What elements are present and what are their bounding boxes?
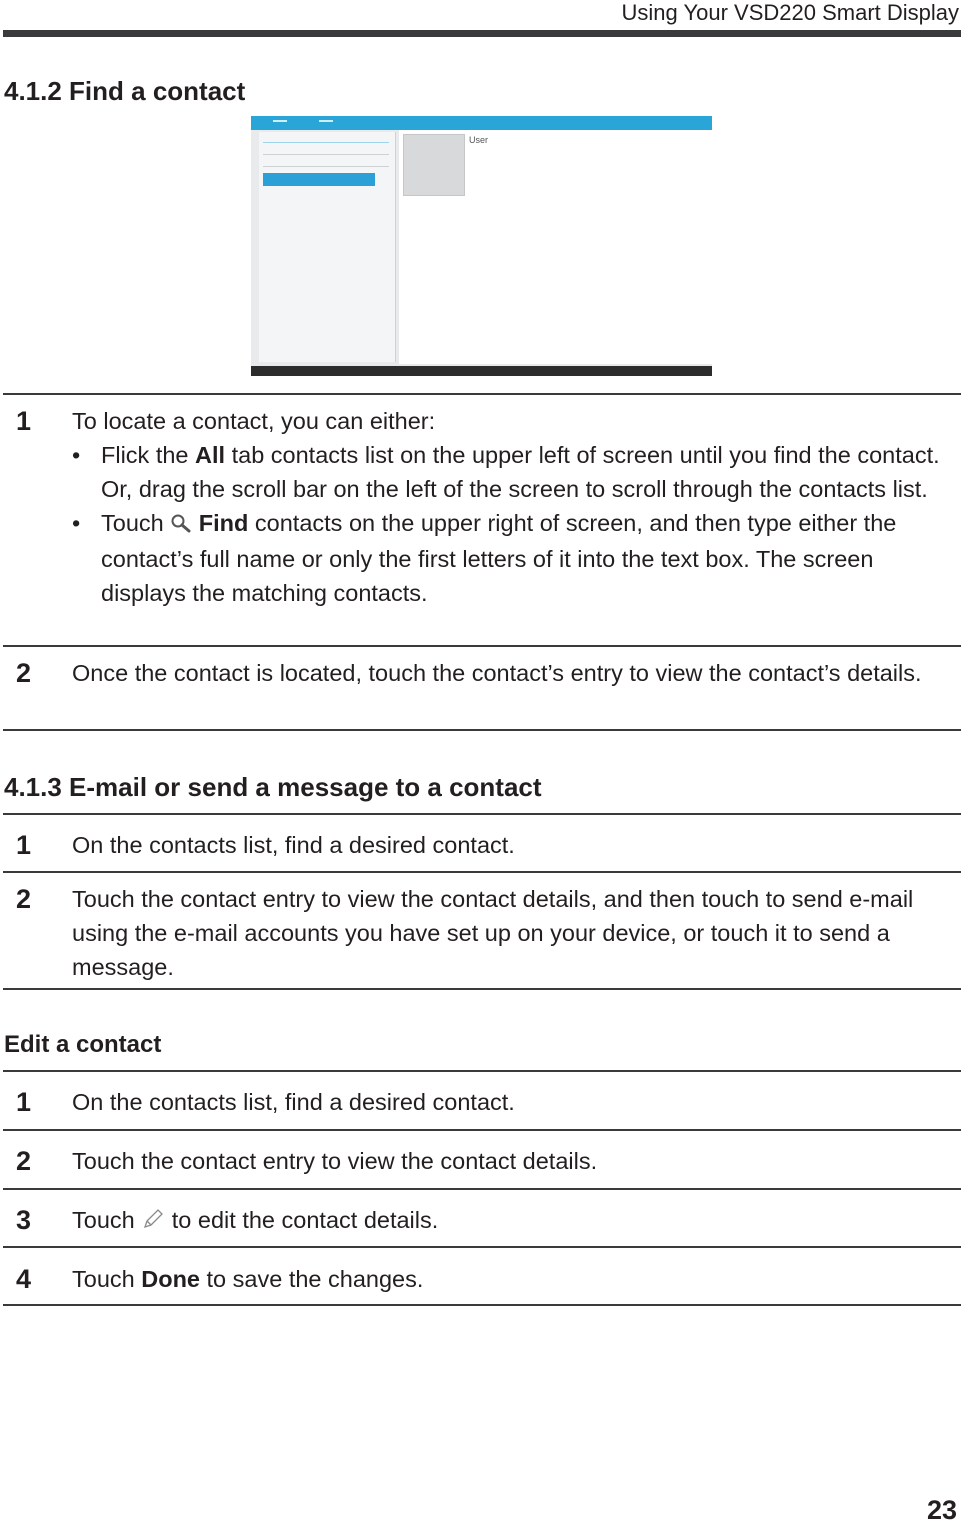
all-tab-label: All — [195, 442, 226, 468]
table-rule — [3, 645, 961, 647]
screenshot-contact-detail — [399, 130, 712, 364]
screenshot-tab — [319, 120, 333, 122]
bullet-item: • Touch Find contacts on the upper right of screen, and then type either the contact’s full name or only the first letters of it into the text box. The screen displays the matching contacts. — [72, 506, 951, 610]
step-text: Touch Done to save the changes. — [72, 1266, 424, 1292]
screenshot-list-divider — [263, 154, 389, 155]
bullet-dot: • — [72, 442, 81, 468]
table-rule — [3, 988, 961, 990]
screenshot-list-divider — [263, 142, 389, 143]
page-number: 23 — [926, 1495, 957, 1525]
step-text: On the contacts list, find a desired contact. — [72, 1089, 515, 1115]
table-rule — [3, 1188, 961, 1190]
header-rule — [3, 30, 961, 37]
step-text: Touch the contact entry to view the contact details, and then touch to send e-mail using the e-mail accounts you have set up on your device, or touch it to send a message. — [72, 886, 914, 980]
step-number: 3 — [16, 1205, 32, 1235]
step-number: 4 — [16, 1264, 32, 1294]
step-number: 1 — [16, 406, 32, 436]
table-rule — [3, 1070, 961, 1072]
contacts-app-screenshot — [251, 116, 712, 376]
step-text: Touch the contact entry to view the contact details. — [72, 1148, 598, 1174]
running-header: Using Your VSD220 Smart Display — [621, 0, 959, 25]
screenshot-contact-photo — [403, 134, 465, 196]
screenshot-user-label: User — [469, 135, 489, 145]
step-text: Touch to edit the contact details. — [72, 1203, 951, 1239]
step-intro: To locate a contact, you can either: — [72, 408, 436, 434]
screenshot-list-divider — [263, 166, 389, 167]
section-heading-find-contact: 4.1.2 Find a contact — [4, 76, 246, 106]
section-heading-edit: Edit a contact — [4, 1031, 162, 1058]
step-number: 1 — [16, 1087, 32, 1117]
step-number: 2 — [16, 1146, 32, 1176]
bullet-dot: • — [72, 510, 81, 536]
search-icon — [170, 508, 192, 542]
step-text — [72, 404, 951, 610]
table-rule — [3, 1246, 961, 1248]
step-number: 2 — [16, 884, 32, 914]
step-text: On the contacts list, find a desired contact. — [72, 832, 515, 858]
step-number: 2 — [16, 658, 32, 688]
screenshot-action-bar — [251, 116, 712, 130]
table-rule — [3, 871, 961, 873]
screenshot-nav-bar — [251, 366, 712, 376]
done-label: Done — [141, 1266, 200, 1292]
table-rule — [3, 1304, 961, 1306]
edit-pencil-icon — [141, 1205, 165, 1239]
table-rule — [3, 393, 961, 395]
find-label: Find — [198, 510, 249, 536]
section-heading-email: 4.1.3 E-mail or send a message to a contact — [4, 772, 542, 802]
screenshot-contact-list — [259, 132, 396, 362]
screenshot-tab — [273, 120, 287, 122]
bullet-item: • Flick the All tab contacts list on the upper left of screen until you find the contact. Or, drag the scroll bar on the left of the screen to scroll through the contacts list. — [72, 438, 951, 506]
screenshot-selected-contact — [263, 173, 375, 186]
step-number: 1 — [16, 830, 32, 860]
table-rule — [3, 813, 961, 815]
step-text: Once the contact is located, touch the contact’s entry to view the contact’s details. — [72, 660, 922, 686]
table-rule — [3, 729, 961, 731]
table-rule — [3, 1129, 961, 1131]
